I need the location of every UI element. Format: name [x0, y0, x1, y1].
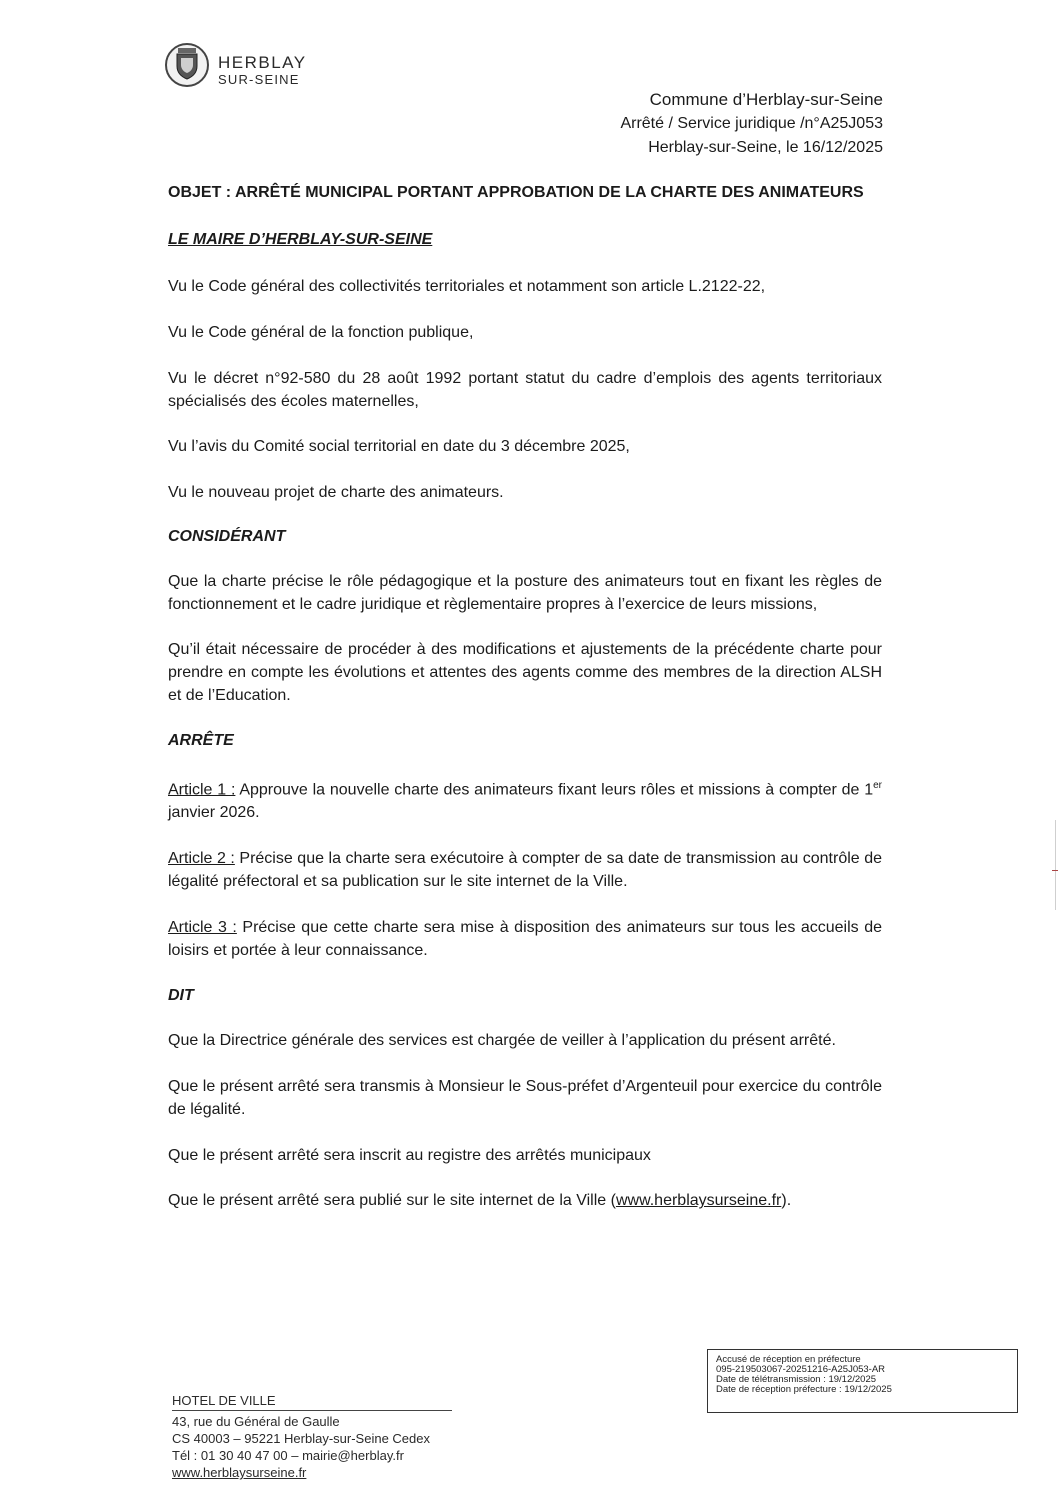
article-1 [168, 774, 882, 824]
scan-edge-line [1055, 820, 1056, 910]
scan-edge-mark [1052, 870, 1058, 871]
commune-name: Commune d’Herblay-sur-Seine [649, 90, 883, 109]
place-date: Herblay-sur-Seine, le 16/12/2025 [648, 139, 883, 156]
footer-address: 43, rue du Général de Gaulle [172, 1414, 340, 1429]
document-body [168, 228, 882, 1212]
city-logo [164, 38, 334, 98]
footer-website[interactable]: www.herblaysurseine.fr [172, 1465, 307, 1480]
article-1-text-end: janvier 2026. [168, 804, 260, 822]
last-dit-text: Que le présent arrêté sera publié sur le site internet de la Ville ( [168, 1192, 616, 1210]
article-1-text: Approuve la nouvelle charte des animateurs fixant leurs rôles et missions à compter de 1 [235, 781, 874, 799]
dit-paragraph-last [168, 1189, 882, 1212]
coat-of-arms-icon [164, 42, 210, 88]
last-dit-end: ). [781, 1192, 792, 1210]
maire-heading: LE MAIRE D’HERBLAY-SUR-SEINE [168, 231, 433, 248]
prefecture-receipt-stamp [707, 1349, 1018, 1413]
article-2-label: Article 2 : [168, 850, 235, 868]
considerant-paragraph: Qu’il était nécessaire de procéder à des modifications et ajustements de la précédente charte pour prendre en compte les évolutions et attentes des agents comme des membres de la direction ALSH et de l’Education. [168, 641, 882, 704]
receipt-line: Accusé de réception en préfecture [716, 1354, 861, 1365]
logo-line-2: SUR-SEINE [218, 72, 300, 87]
dit-paragraph: Que le présent arrêté sera inscrit au registre des arrêtés municipaux [168, 1147, 651, 1165]
article-2-text: Précise que la charte sera exécutoire à compter de sa date de transmission au contrôle de légalité préfectoral et sa publication sur le site internet de la Ville. [168, 850, 883, 891]
article-2 [168, 847, 882, 893]
receipt-line: Date de télétransmission : 19/12/2025 [716, 1374, 877, 1385]
vu-paragraph: Vu le nouveau projet de charte des animateurs. [168, 484, 504, 501]
article-1-sup: er [873, 780, 883, 791]
dit-paragraph: Que le présent arrêté sera transmis à Monsieur le Sous-préfet d’Argenteuil pour exercice du contrôle de légalité. [168, 1078, 882, 1119]
footer-address-block [172, 1392, 452, 1481]
reference-number: Arrêté / Service juridique /n°A25J053 [620, 115, 883, 132]
vu-paragraph: Vu le Code général des collectivités territoriales et notamment son article L.2122-22, [168, 278, 766, 295]
considerant-paragraph: Que la charte précise le rôle pédagogique et la posture des animateurs tout en fixant les règles de fonctionnement et le cadre juridique et règlementaire propres à l’exercice de leurs missions, [168, 573, 882, 613]
document-subject: OBJET : ARRÊTÉ MUNICIPAL PORTANT APPROBATION DE LA CHARTE DES ANIMATEURS [168, 184, 864, 201]
dit-paragraph: Que la Directrice générale des services est chargée de veiller à l’application du présent arrêté. [168, 1032, 836, 1050]
article-3 [168, 916, 882, 962]
article-1-label: Article 1 : [168, 781, 236, 799]
footer-title: HOTEL DE VILLE [172, 1392, 452, 1411]
city-website-link[interactable]: www.herblaysurseine.fr [615, 1192, 782, 1210]
receipt-line: Date de réception préfecture : 19/12/2025 [716, 1384, 892, 1395]
document-header [620, 88, 883, 160]
dit-heading: DIT [168, 987, 194, 1005]
receipt-line: 095-219503067-20251216-A25J053-AR [716, 1364, 886, 1375]
vu-paragraph: Vu l’avis du Comité social territorial en date du 3 décembre 2025, [168, 438, 630, 455]
article-3-label: Article 3 : [168, 919, 237, 937]
vu-paragraph: Vu le décret n°92-580 du 28 août 1992 portant statut du cadre d’emplois des agents territoriaux spécialisés des écoles maternelles, [168, 370, 882, 410]
arrete-heading: ARRÊTE [168, 732, 234, 749]
logo-line-1: HERBLAY [218, 53, 307, 72]
article-3-text: Précise que cette charte sera mise à disposition des animateurs sur tous les accueils de loisirs et portée à leur connaissance. [168, 919, 882, 960]
footer-cedex: CS 40003 – 95221 Herblay-sur-Seine Cedex [172, 1431, 430, 1446]
considerant-heading: CONSIDÉRANT [168, 528, 286, 545]
footer-contact: Tél : 01 30 40 47 00 – mairie@herblay.fr [172, 1448, 404, 1463]
vu-paragraph: Vu le Code général de la fonction publique, [168, 324, 474, 341]
